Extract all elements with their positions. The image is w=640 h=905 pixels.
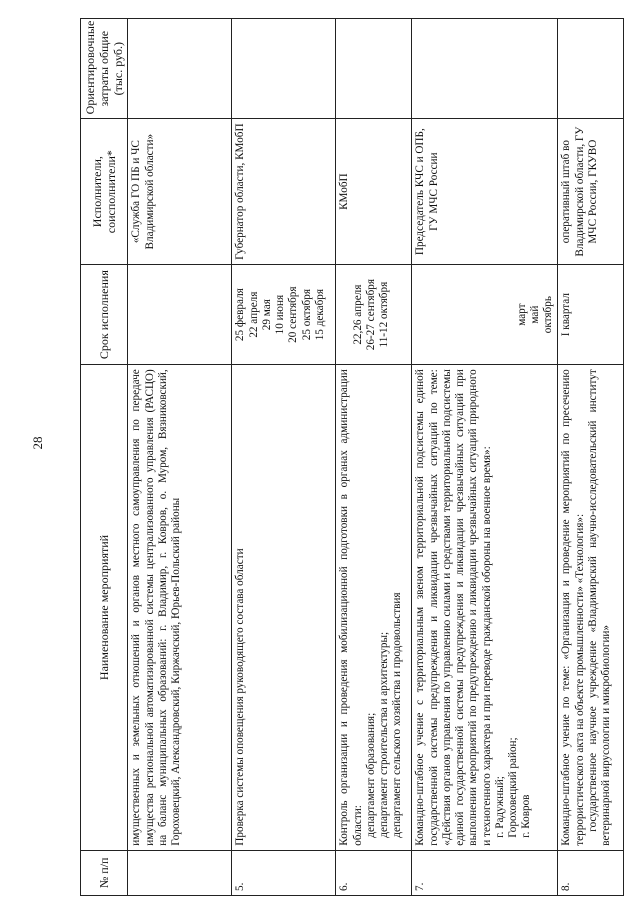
row-name-line: Командно-штабное учение с территориальным звеном территориальной подсистемы единой государственной системы предупреждения и ликвидации чрезвычайных ситуаций по теме: «Действия органов управления по управлению силами и средствами территориальной подсистемы единой государственной системы предупреждения и ликвидации чрезвычайных ситуаций при выполнении мероприятий по предупреждению и ликвидации чрезвычайных ситуаций природного и техногенного характера и при переводе гражданской обороны на военное время»: (414, 369, 493, 846)
row-name-line: Контроль организации и проведения мобилизационной подготовки в органах администрации области: (338, 369, 364, 846)
row-name-line: г. Радужный; (493, 776, 506, 838)
table-row (232, 19, 336, 896)
header-cost: Ориентировочные затраты общие (тыс. руб.) (81, 19, 128, 119)
measures-table (80, 18, 624, 896)
row-exec: Губернатор области, КМобП (232, 119, 336, 265)
header-num: № п/п (81, 850, 128, 895)
row-name-line: Гороховецкий район; (507, 737, 519, 838)
row-term (232, 264, 336, 364)
row-name-line: департамент строительства и архитектуры; (378, 631, 391, 838)
row-exec: «Служба ГО ПБ и ЧС Владимирской области» (128, 119, 232, 265)
row-cost (232, 19, 336, 119)
row-exec: КМобП (336, 119, 412, 265)
table-row (128, 19, 232, 896)
row-name-line: департамент образования; (364, 712, 377, 838)
row-name-line: Командно-штабное учение по теме: «Организация и проведение мероприятий по пресечению террористического акта на объекте промышленности» «Технология»: (560, 369, 586, 846)
row-name (412, 365, 558, 850)
row-cost (558, 19, 624, 119)
row-term (336, 264, 412, 364)
row-num: 7. (412, 850, 558, 895)
term-line: 29 мая (260, 299, 273, 331)
header-exec: Исполнители, соисполнители* (81, 119, 128, 265)
row-name-line: государственное научное учреждение «Владимирский научно-исследовательский институт ветеринарной вирусологии и микробиологии» (586, 369, 613, 846)
term-line: 11-12 октября (378, 281, 391, 348)
row-name-line: имущественных и земельных отношений и органов местного самоуправления по передаче имущества региональной автоматизированной системы централизованного управления (РАСЦО) на баланс муниципальных образований: г. Владимир, г. Ковров, о. Муром, Вязниковский, Гороховецкий, Александровский, Киржачский, Юрьев-Польский районы (130, 369, 183, 846)
row-num (128, 850, 232, 895)
header-name: Наименование мероприятий (81, 365, 128, 850)
term-line: май (529, 305, 542, 324)
row-num: 5. (232, 850, 336, 895)
row-cost (336, 19, 412, 119)
term-line: октябрь (542, 296, 555, 334)
row-name-line: департамент сельского хозяйства и продовольствия (391, 592, 404, 838)
rotated-sheet (80, 18, 620, 896)
row-cost (412, 19, 558, 119)
term-line: 22 апреля (247, 291, 260, 338)
table-row (412, 19, 558, 896)
term-line: 10 июня (274, 294, 287, 335)
term-line: 20 сентября (287, 286, 300, 343)
row-name-line: г. Ковров (520, 794, 533, 838)
term-line: 25 октября (300, 289, 313, 341)
header-term: Срок исполнения (81, 264, 128, 364)
term-line: 22,26 апреля (351, 284, 364, 345)
row-term (412, 264, 558, 364)
term-line (338, 269, 351, 360)
row-term (128, 264, 232, 364)
term-line: 26-27 сентября (364, 278, 377, 351)
table-row (558, 19, 624, 896)
row-name (232, 365, 336, 850)
row-name (128, 365, 232, 850)
term-line: 15 декабря (313, 288, 326, 341)
page-number: 28 (30, 436, 45, 450)
row-name (336, 365, 412, 850)
row-num: 8. (558, 850, 624, 895)
term-line: март (515, 303, 528, 326)
row-term: I квартал (558, 264, 624, 364)
row-name (558, 365, 624, 850)
table-row (336, 19, 412, 896)
row-name-line: Проверка системы оповещения руководящего состава области (234, 548, 247, 846)
row-num: 6. (336, 850, 412, 895)
term-line: 25 февраля (234, 288, 247, 342)
row-cost (128, 19, 232, 119)
row-exec: оперативный штаб во Владимирской области, ГУ МЧС России, ГКУВО (558, 119, 624, 265)
row-exec: Председатель КЧС и ОПБ, ГУ МЧС России (412, 119, 558, 265)
